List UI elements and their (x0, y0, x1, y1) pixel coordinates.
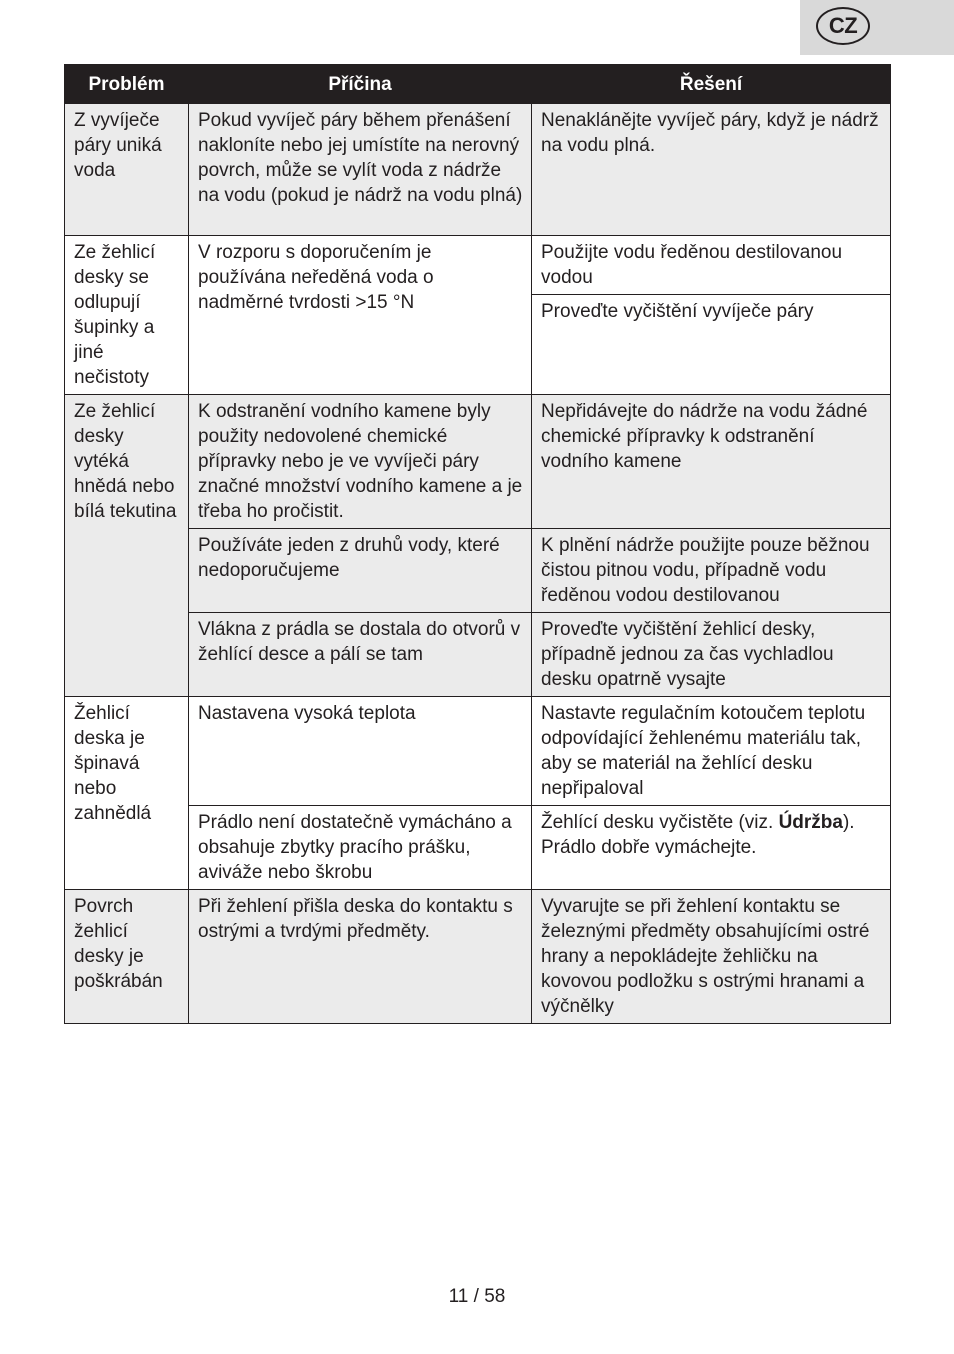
solution-cell: Nenaklánějte vyvíječ páry, když je nádrž na vodu plná. (532, 104, 891, 236)
language-tab (800, 0, 954, 55)
page-number: 11 / 58 (448, 1286, 506, 1307)
cause-cell: Vlákna z prádla se dostala do otvorů v žehlící desce a pálí se tam (189, 613, 532, 697)
header-solution: Řešení (532, 65, 891, 104)
problem-cell: Povrch žehlicí desky je poškrábán (65, 890, 189, 1024)
problem-cell: Ze žehlicí desky se odlupují šupinky a jiné nečistoty (65, 236, 189, 395)
table-row (65, 613, 891, 697)
table-row (65, 104, 891, 236)
cause-cell: V rozporu s doporučením je používána neředěná voda o nadměrné tvrdosti >15 °N (189, 236, 532, 395)
solution-text-start: Žehlící desku vyčistěte (viz. (541, 812, 779, 833)
solution-cell: Vyvarujte se při žehlení kontaktu se železnými předměty obsahujícími ostré hrany a nepokládejte žehličku na kovovou podložku s ostrými hranami a výčnělky (532, 890, 891, 1024)
table-row (65, 529, 891, 613)
solution-cell: K plnění nádrže použijte pouze běžnou čistou pitnou vodu, případně vodu ředěnou vodou destilovanou (532, 529, 891, 613)
maintenance-reference: Údržba (778, 812, 843, 833)
problem-cell: Ze žehlicí desky vytéká hnědá nebo bílá tekutina (65, 395, 189, 697)
cause-cell: Používáte jeden z druhů vody, které nedoporučujeme (189, 529, 532, 613)
troubleshooting-table (64, 64, 891, 1024)
table-row (65, 806, 891, 890)
table-row (65, 395, 891, 529)
cause-cell: Nastavena vysoká teplota (189, 697, 532, 806)
table-row (65, 236, 891, 295)
solution-cell: Proveďte vyčištění vyvíječe páry (532, 295, 891, 395)
table-header-row (65, 65, 891, 104)
solution-cell: Použijte vodu ředěnou destilovanou vodou (532, 236, 891, 295)
solution-cell (532, 806, 891, 890)
problem-cell: Žehlicí deska je špinavá nebo zahnědlá (65, 697, 189, 890)
solution-text-end: ). Prádlo dobře vymáchejte. (541, 812, 855, 858)
header-cause: Příčina (189, 65, 532, 104)
table-row (65, 890, 891, 1024)
solution-cell: Nepřidávejte do nádrže na vodu žádné chemické přípravky k odstranění vodního kamene (532, 395, 891, 529)
header-problem: Problém (65, 65, 189, 104)
cause-cell: Při žehlení přišla deska do kontaktu s ostrými a tvrdými předměty. (189, 890, 532, 1024)
cause-cell: Pokud vyvíječ páry během přenášení nakloníte nebo jej umístíte na nerovný povrch, může se vylít voda z nádrže na vodu (pokud je nádrž na vodu plná) (189, 104, 532, 236)
solution-cell: Nastavte regulačním kotoučem teplotu odpovídající žehlenému materiálu tak, aby se materiál na žehlící desku nepřipaloval (532, 697, 891, 806)
table-row (65, 697, 891, 806)
cause-cell: K odstranění vodního kamene byly použity nedovolené chemické přípravky nebo je ve vyvíječi páry značné množství vodního kamene a je třeba ho pročistit. (189, 395, 532, 529)
problem-cell: Z vyvíječe páry uniká voda (65, 104, 189, 236)
language-badge: CZ (816, 7, 870, 45)
solution-cell: Proveďte vyčištění žehlicí desky, případně jednou za čas vychladlou desku opatrně vysajte (532, 613, 891, 697)
cause-cell: Prádlo není dostatečně vymácháno a obsahuje zbytky pracího prášku, aviváže nebo škrobu (189, 806, 532, 890)
